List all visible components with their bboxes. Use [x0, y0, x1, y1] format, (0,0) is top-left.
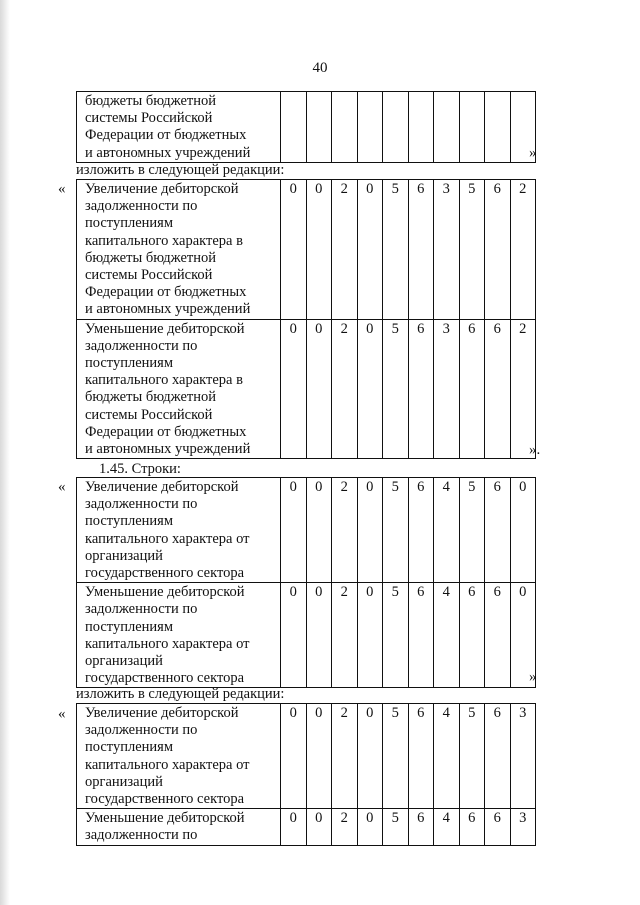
- code-digit-cell: 5: [383, 180, 409, 320]
- code-digit-cell: 3: [434, 319, 460, 459]
- code-digit-cell: 6: [408, 478, 434, 583]
- code-digit-cell: 0: [281, 478, 307, 583]
- code-digit-cell: 6: [459, 809, 485, 845]
- row-label-line: капитального характера от: [85, 635, 250, 652]
- row-label-line: и автономных учреждений: [85, 441, 251, 458]
- code-digit-cell: 4: [434, 478, 460, 583]
- row-label-line: организаций: [85, 773, 163, 790]
- code-digit-cell: 0: [357, 478, 383, 583]
- row-label-line: задолженности по: [85, 496, 198, 513]
- code-digit-cell: 0: [357, 583, 383, 688]
- row-label: [77, 583, 281, 688]
- code-digit-cell: 6: [485, 704, 511, 809]
- code-digit-cell: 5: [383, 704, 409, 809]
- code-digit-cell: 2: [332, 180, 358, 320]
- code-digit-cell: 2: [332, 319, 358, 459]
- row-label: [77, 319, 281, 459]
- code-digit-cell: 6: [408, 583, 434, 688]
- closing-quote-3: »: [529, 669, 537, 685]
- row-label-line: капитального характера от: [85, 530, 250, 547]
- row-label: [77, 809, 281, 845]
- code-digit-cell: 0: [357, 319, 383, 459]
- row-label-line: поступлениям: [85, 215, 173, 232]
- code-digit-cell: 0: [281, 180, 307, 320]
- row-label-line: капитального характера в: [85, 232, 243, 249]
- code-digit-cell: 6: [485, 180, 511, 320]
- code-digit-cell: 0: [281, 704, 307, 809]
- row-label: [77, 180, 281, 320]
- code-digit-cell: [281, 92, 307, 163]
- replace-instruction-2: изложить в следующей редакции:: [76, 686, 285, 702]
- code-digit-cell: 5: [383, 809, 409, 845]
- code-digit-cell: 6: [485, 583, 511, 688]
- code-digit-cell: 0: [357, 704, 383, 809]
- closing-quote-1: »: [529, 145, 537, 161]
- code-digit-cell: 6: [485, 809, 511, 845]
- code-digit-cell: 0: [510, 583, 536, 688]
- code-digit-cell: 5: [383, 478, 409, 583]
- row-label-line: задолженности по: [85, 601, 198, 618]
- row-label-line: задолженности по: [85, 337, 198, 354]
- row-label: [77, 478, 281, 583]
- row-label-line: поступлениям: [85, 739, 173, 756]
- code-digit-cell: 5: [383, 319, 409, 459]
- row-label: [77, 704, 281, 809]
- row-label-line: задолженности по: [85, 722, 198, 739]
- code-digit-cell: 4: [434, 704, 460, 809]
- code-table: [76, 477, 536, 688]
- row-label-line: системы Российской: [85, 110, 213, 127]
- table-row: [77, 92, 536, 163]
- table-row: [77, 180, 536, 320]
- code-digit-cell: 6: [408, 319, 434, 459]
- code-digit-cell: 6: [408, 704, 434, 809]
- row-label-line: Федерации от бюджетных: [85, 423, 247, 440]
- row-label-line: капитального характера от: [85, 756, 250, 773]
- code-digit-cell: 2: [332, 809, 358, 845]
- code-digit-cell: 6: [459, 583, 485, 688]
- table-row: [77, 478, 536, 583]
- code-digit-cell: 0: [357, 809, 383, 845]
- code-digit-cell: 4: [434, 583, 460, 688]
- code-digit-cell: 5: [459, 478, 485, 583]
- code-digit-cell: 2: [332, 583, 358, 688]
- row-label-line: поступлениям: [85, 618, 173, 635]
- opening-quote-2: «: [58, 479, 66, 495]
- table-new-edition-2: [76, 703, 527, 846]
- code-digit-cell: 5: [383, 583, 409, 688]
- code-digit-cell: [332, 92, 358, 163]
- page-number: 40: [312, 60, 328, 76]
- code-digit-cell: 5: [459, 704, 485, 809]
- code-digit-cell: 0: [306, 583, 332, 688]
- code-digit-cell: 2: [510, 319, 536, 459]
- row-label-line: Уменьшение дебиторской: [85, 584, 245, 601]
- opening-quote-3: «: [58, 706, 66, 722]
- row-label-line: государственного сектора: [85, 791, 245, 808]
- code-digit-cell: 2: [332, 478, 358, 583]
- code-digit-cell: [459, 92, 485, 163]
- row-label-line: Уменьшение дебиторской: [85, 810, 245, 827]
- code-digit-cell: [306, 92, 332, 163]
- row-label-line: Увеличение дебиторской: [85, 705, 239, 721]
- code-digit-cell: [485, 92, 511, 163]
- row-label-line: системы Российской: [85, 267, 213, 284]
- item-1-45-heading: 1.45. Строки:: [99, 461, 181, 477]
- code-digit-cell: 6: [485, 478, 511, 583]
- code-digit-cell: 0: [281, 583, 307, 688]
- code-digit-cell: 0: [281, 809, 307, 845]
- code-digit-cell: 0: [357, 180, 383, 320]
- row-label-line: Федерации от бюджетных: [85, 284, 247, 301]
- row-label-line: бюджеты бюджетной: [85, 93, 217, 109]
- code-digit-cell: 0: [510, 478, 536, 583]
- code-digit-cell: [383, 92, 409, 163]
- table-new-edition-1: [76, 179, 527, 459]
- code-digit-cell: 0: [306, 478, 332, 583]
- code-digit-cell: 4: [434, 809, 460, 845]
- row-label-line: Уменьшение дебиторской: [85, 320, 245, 337]
- table-continuation: [76, 91, 524, 163]
- table-old-rows-1-45: [76, 477, 527, 688]
- replace-instruction-1: изложить в следующей редакции:: [76, 162, 285, 178]
- row-label-line: задолженности по: [85, 827, 198, 844]
- code-digit-cell: 0: [281, 319, 307, 459]
- row-label-line: бюджеты бюджетной: [85, 389, 217, 406]
- code-digit-cell: 6: [408, 809, 434, 845]
- table-row: [77, 583, 536, 688]
- row-label-line: организаций: [85, 547, 163, 564]
- code-digit-cell: 5: [459, 180, 485, 320]
- row-label-line: государственного сектора: [85, 670, 245, 687]
- code-digit-cell: [434, 92, 460, 163]
- row-label: [77, 92, 281, 163]
- code-digit-cell: 6: [408, 180, 434, 320]
- code-table: [76, 91, 536, 163]
- code-digit-cell: 6: [459, 319, 485, 459]
- code-table: [76, 179, 536, 459]
- row-label-line: системы Российской: [85, 406, 213, 423]
- code-digit-cell: 3: [510, 704, 536, 809]
- row-label-line: капитального характера в: [85, 372, 243, 389]
- row-label-line: Федерации от бюджетных: [85, 127, 247, 144]
- row-label-line: задолженности по: [85, 198, 198, 215]
- row-label-line: бюджеты бюджетной: [85, 249, 217, 266]
- code-digit-cell: 3: [434, 180, 460, 320]
- row-label-line: поступлениям: [85, 355, 173, 372]
- row-label-line: организаций: [85, 653, 163, 670]
- code-digit-cell: 0: [306, 809, 332, 845]
- code-digit-cell: 6: [485, 319, 511, 459]
- code-digit-cell: 0: [306, 319, 332, 459]
- code-digit-cell: [408, 92, 434, 163]
- code-digit-cell: [357, 92, 383, 163]
- closing-quote-2: ».: [529, 442, 541, 458]
- row-label-line: поступлениям: [85, 513, 173, 530]
- table-row: [77, 809, 536, 845]
- code-digit-cell: 3: [510, 809, 536, 845]
- row-label-line: Увеличение дебиторской: [85, 181, 239, 197]
- table-row: [77, 319, 536, 459]
- code-digit-cell: 0: [306, 704, 332, 809]
- row-label-line: и автономных учреждений: [85, 301, 251, 318]
- scan-edge-shadow: [0, 0, 10, 905]
- row-label-line: Увеличение дебиторской: [85, 479, 239, 495]
- code-table: [76, 703, 536, 846]
- row-label-line: и автономных учреждений: [85, 144, 251, 161]
- table-row: [77, 704, 536, 809]
- code-digit-cell: 0: [306, 180, 332, 320]
- code-digit-cell: 2: [510, 180, 536, 320]
- opening-quote-1: «: [58, 181, 66, 197]
- code-digit-cell: 2: [332, 704, 358, 809]
- row-label-line: государственного сектора: [85, 565, 245, 582]
